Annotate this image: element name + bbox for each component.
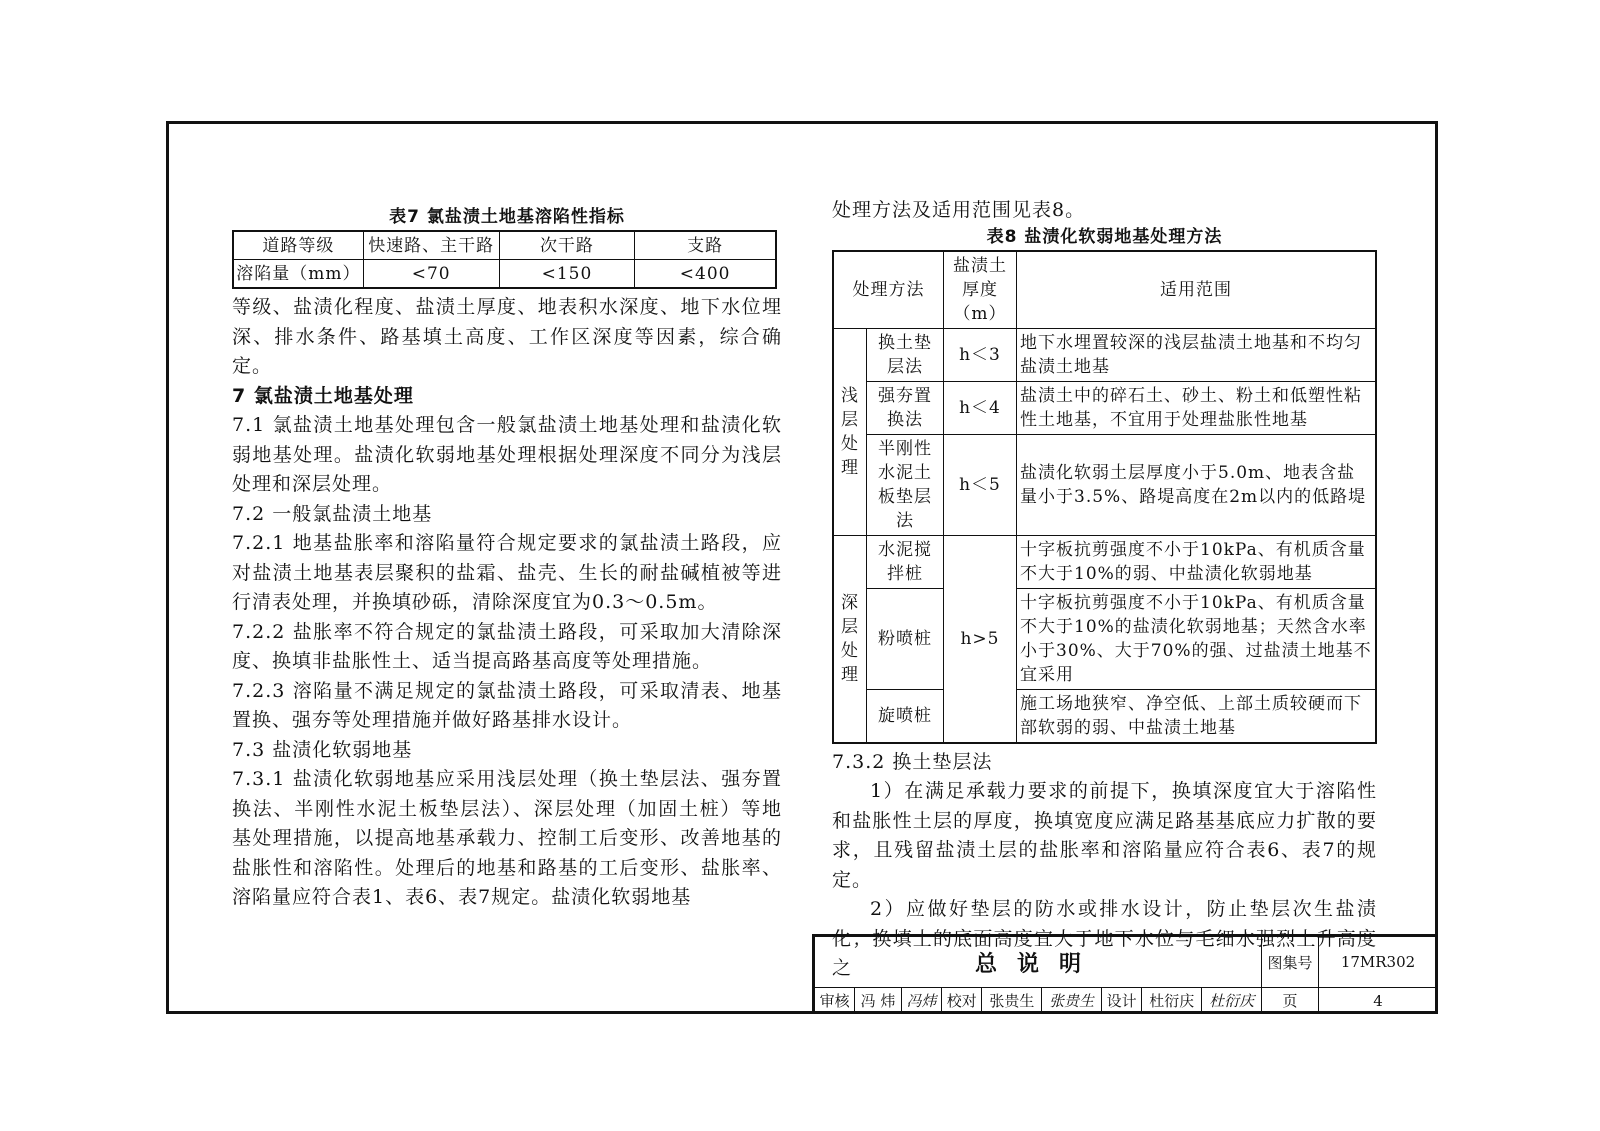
page-label: 页 [1262,988,1319,1014]
shallow-label: 浅层处理 [833,328,867,535]
reviewer-name: 冯 炜 [855,988,902,1014]
paragraph: 7.2.2 盐胀率不符合规定的氯盐渍土路段，可采取加大清除深度、换填非盐胀性土、适当提高路基高度等处理措施。 [232,620,782,672]
paragraph: 处理方法及适用范围见表8。 [832,199,1086,221]
table-cell: 十字板抗剪强度不小于10kPa、有机质含量不大于10%的弱、中盐渍化软弱地基 [1017,535,1377,588]
table-cell: 水泥搅拌桩 [867,535,944,588]
subsection-heading: 7.3.2 换土垫层法 [832,750,993,773]
table-cell: 盐渍化软弱土层厚度小于5.0m、地表含盐量小于3.5%、路堤高度在2m以内的低路堤 [1017,434,1377,535]
table-row [833,434,1376,535]
right-column [832,196,1377,984]
table-header: 适用范围 [1017,251,1377,329]
table-cell: <70 [363,260,499,289]
table-cell: 施工场地狭窄、净空低、上部土质较硬而下部软弱的弱、中盐渍土地基 [1017,689,1377,743]
table-header: 次干路 [499,231,635,260]
paragraph: 2）应做好垫层的防水或排水设计，防止垫层次生盐渍化；换填土的底面高度宜大于地下水位与毛细水强烈上升高度之 [832,898,1377,979]
table-cell: 溶陷量（mm） [233,260,363,289]
table-row [833,588,1376,689]
table-cell: <400 [635,260,776,289]
deep-label: 深层处理 [833,535,867,743]
table-row [815,988,1438,1014]
table-row [833,251,1376,329]
table-row [833,381,1376,434]
atlas-label: 图集号 [1262,937,1319,988]
table-cell: 十字板抗剪强度不小于10kPa、有机质含量不大于10%的盐渍化软弱地基；天然含水率小于30%、大于70%的强、过盐渍土地基不宜采用 [1017,588,1377,689]
table-header: 盐渍土厚度（m） [944,251,1017,329]
check-label: 校对 [942,988,982,1014]
paragraph: 等级、盐渍化程度、盐渍土厚度、地表积水深度、地下水位埋深、排水条件、路基填土高度、工作区深度等因素，综合确定。 [232,296,782,377]
table-cell: 盐渍土中的碎石土、砂土、粉土和低塑性粘性土地基，不宜用于处理盐胀性地基 [1017,381,1377,434]
paragraph: 7.3.1 盐渍化软弱地基应采用浅层处理（换土垫层法、强夯置换法、半刚性水泥土板垫层法）、深层处理（加固土桩）等地基处理措施，以提高地基承载力、控制工后变形、改善地基的盐胀性和溶陷性。处理后的地基和路基的工后变形、盐胀率、溶陷量应符合表1、表6、表7规定。盐渍化软弱地基 [232,768,782,908]
table-row [833,535,1376,588]
table-row [233,260,776,289]
table-cell: <150 [499,260,635,289]
paragraph: 7.2.1 地基盐胀率和溶陷量符合规定要求的氯盐渍土路段，应对盐渍土地基表层聚积的盐霜、盐壳、生长的耐盐碱植被等进行清表处理，并换填砂砾，清除深度宜为0.3～0.5m。 [232,532,782,613]
table8 [832,250,1377,744]
review-label: 审核 [815,988,855,1014]
table-cell: 地下水埋置较深的浅层盐渍土地基和不均匀盐渍土地基 [1017,328,1377,381]
drawing-title: 总说明 [815,937,1262,988]
paragraph: 1）在满足承载力要求的前提下，换填深度宜大于溶陷性和盐胀性土层的厚度，换填宽度应满足路基基底应力扩散的要求，且残留盐渍土层的盐胀率和溶陷量应符合表6、表7的规定。 [832,780,1377,891]
table-cell: h>5 [944,535,1017,743]
table-cell: 旋喷桩 [867,689,944,743]
table-cell: h＜5 [944,434,1017,535]
table-row [233,231,776,260]
table-header: 处理方法 [833,251,944,329]
section-heading: 7 氯盐渍土地基处理 [232,384,414,407]
title-block [812,934,1438,1014]
table-row [815,937,1438,988]
table-header: 支路 [635,231,776,260]
subsection-heading: 7.3 盐渍化软弱地基 [232,738,413,761]
table8-caption: 表8 盐渍化软弱地基处理方法 [986,226,1223,247]
table-row [833,689,1376,743]
table7 [232,230,777,289]
table-header: 道路等级 [233,231,363,260]
table-cell: 强夯置换法 [867,381,944,434]
table-row [833,328,1376,381]
left-column [232,204,782,913]
atlas-number: 17MR302 [1319,937,1438,988]
designer-name: 杜衍庆 [1142,988,1202,1014]
design-label: 设计 [1102,988,1142,1014]
paragraph: 7.1 氯盐渍土地基处理包含一般氯盐渍土地基处理和盐渍化软弱地基处理。盐渍化软弱地基处理根据处理深度不同分为浅层处理和深层处理。 [232,414,782,495]
subsection-heading: 7.2 一般氯盐渍土地基 [232,502,433,525]
table-cell: 换土垫层法 [867,328,944,381]
reviewer-signature: 冯炜 [901,988,941,1014]
designer-signature: 杜衍庆 [1202,988,1262,1014]
page-number: 4 [1319,988,1438,1014]
table7-caption: 表7 氯盐渍土地基溶陷性指标 [389,207,625,227]
table-header: 快速路、主干路 [363,231,499,260]
checker-name: 张贵生 [982,988,1042,1014]
table-cell: 粉喷桩 [867,588,944,689]
table-cell: h＜3 [944,328,1017,381]
paragraph: 7.2.3 溶陷量不满足规定的氯盐渍土路段，可采取清表、地基置换、强夯等处理措施并做好路基排水设计。 [232,679,782,731]
checker-signature: 张贵生 [1042,988,1102,1014]
table-cell: h＜4 [944,381,1017,434]
title-block-table [814,936,1438,1014]
table-cell: 半刚性水泥土板垫层法 [867,434,944,535]
